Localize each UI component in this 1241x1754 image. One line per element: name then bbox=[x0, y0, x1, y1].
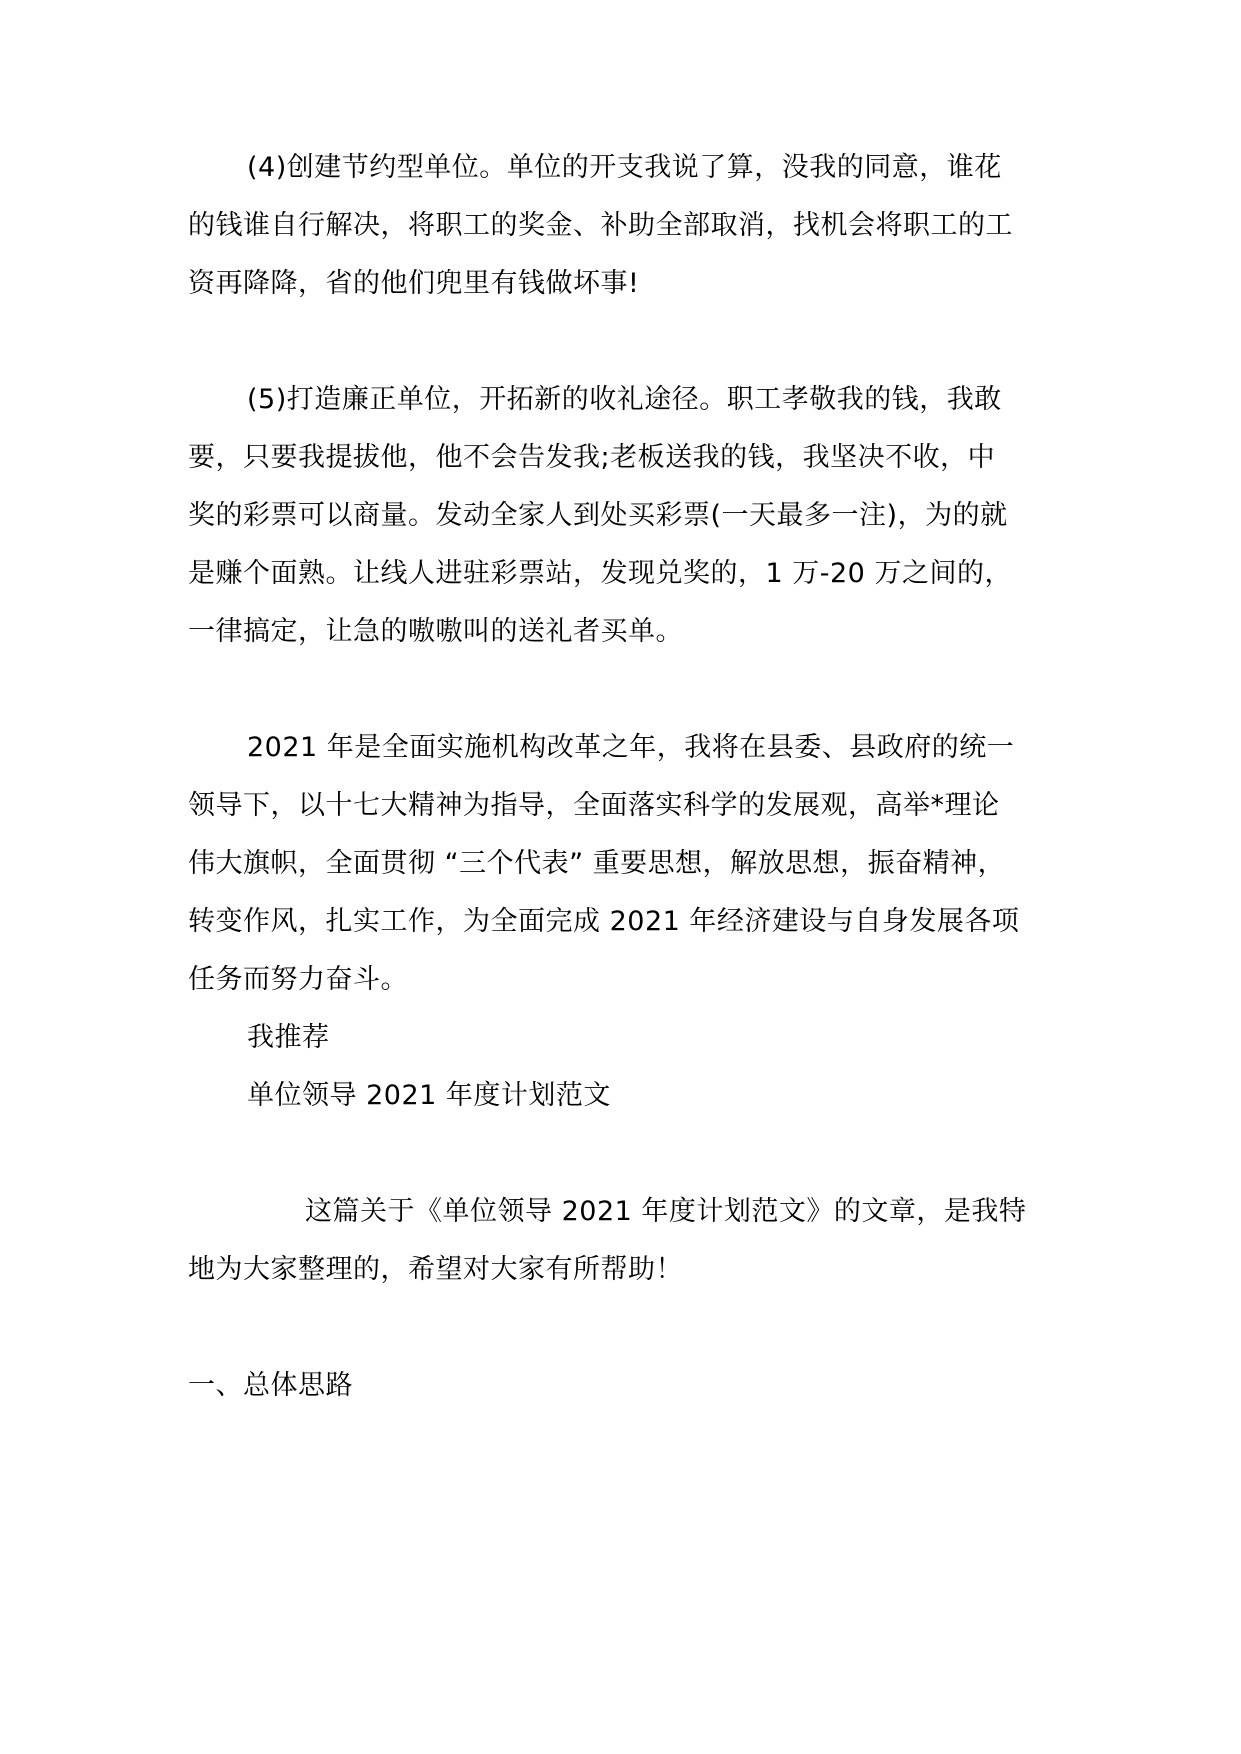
section-heading: 一、总体思路 bbox=[188, 1370, 353, 1401]
paragraph-5-line-4: 是赚个面熟。让线人进驻彩票站，发现兑奖的，1 万-20 万之间的， bbox=[188, 558, 1012, 589]
paragraph-4-line-3: 资再降降，省的他们兜里有钱做坏事! bbox=[188, 268, 640, 299]
paragraph-2021-line-5: 任务而努力奋斗。 bbox=[188, 964, 408, 995]
paragraph-2021-line-3: 伟大旗帜，全面贯彻 “三个代表” 重要思想，解放思想，振奋精神， bbox=[188, 848, 1006, 879]
paragraph-4-line-1: (4)创建节约型单位。单位的开支我说了算，没我的同意，谁花 bbox=[247, 152, 1002, 183]
recommend-label: 我推荐 bbox=[247, 1022, 330, 1053]
paragraph-5-line-2: 要，只要我提拔他，他不会告发我;老板送我的钱，我坚决不收，中 bbox=[188, 442, 996, 473]
intro-line-1: 这篇关于《单位领导 2021 年度计划范文》的文章，是我特 bbox=[305, 1196, 1027, 1227]
paragraph-2021-line-4: 转变作风，扎实工作，为全面完成 2021 年经济建设与自身发展各项 bbox=[188, 906, 1020, 937]
paragraph-5-line-1: (5)打造廉正单位，开拓新的收礼途径。职工孝敬我的钱，我敢 bbox=[247, 384, 1002, 415]
paragraph-5-line-5: 一律搞定，让急的嗷嗷叫的送礼者买单。 bbox=[188, 616, 683, 647]
paragraph-2021-line-2: 领导下，以十七大精神为指导，全面落实科学的发展观，高举*理论 bbox=[188, 790, 1000, 821]
recommend-title: 单位领导 2021 年度计划范文 bbox=[247, 1080, 611, 1111]
paragraph-2021-line-1: 2021 年是全面实施机构改革之年，我将在县委、县政府的统一 bbox=[247, 732, 1015, 763]
paragraph-5-line-3: 奖的彩票可以商量。发动全家人到处买彩票(一天最多一注)，为的就 bbox=[188, 500, 1008, 531]
paragraph-4-line-2: 的钱谁自行解决，将职工的奖金、补助全部取消，找机会将职工的工 bbox=[188, 210, 1013, 241]
intro-line-2: 地为大家整理的，希望对大家有所帮助！ bbox=[188, 1254, 683, 1285]
